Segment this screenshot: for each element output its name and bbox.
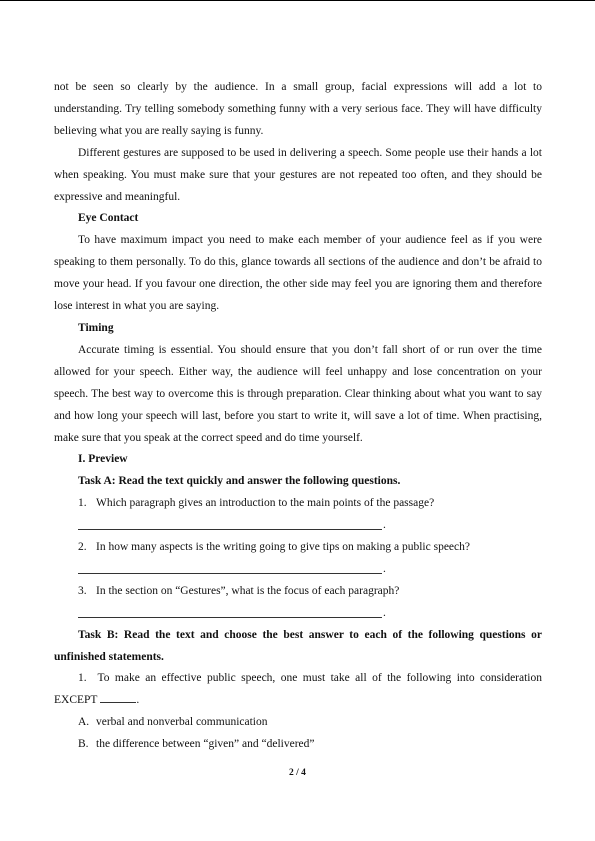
question-number: 2. (78, 541, 87, 554)
answer-line-3[interactable] (54, 603, 542, 625)
mc-question-text: To make an effective public speech, one must take all of the following into consideration EXCEPT (54, 672, 542, 707)
option-text: the difference between “given” and “delivered” (96, 738, 315, 751)
top-border (0, 0, 595, 1)
heading-task-a: Task A: Read the text quickly and answer the following questions. (78, 475, 401, 488)
mc-answer-blank[interactable] (100, 690, 136, 703)
question-2 (54, 537, 542, 559)
question-number: 3. (78, 584, 87, 597)
answer-line-1[interactable] (54, 515, 542, 537)
mc-question-number: 1. (78, 672, 87, 685)
question-text: In the section on “Gestures”, what is the focus of each paragraph? (96, 584, 400, 597)
page-content (54, 77, 542, 756)
heading-preview: I. Preview (78, 453, 128, 466)
option-b[interactable] (54, 734, 542, 756)
option-text: verbal and nonverbal communication (96, 716, 268, 729)
question-text: In how many aspects is the writing going to give tips on making a public speech? (96, 541, 470, 554)
paragraph-facial-expressions: not be seen so clearly by the audience. In a small group, facial expressions will add a lot to understanding. Try telling somebody something funny with a very serious face. They will have difficulty believing what you are really saying is funny. (54, 81, 542, 137)
heading-timing: Timing (78, 321, 114, 334)
answer-line-2[interactable] (54, 559, 542, 581)
heading-task-b: Task B: Read the text and choose the best answer to each of the following questions or unfinished statements. (54, 628, 542, 663)
option-letter: B. (78, 738, 89, 751)
question-3 (54, 581, 542, 603)
option-letter: A. (78, 716, 90, 729)
paragraph-eye-contact: To have maximum impact you need to make each member of your audience feel as if you were speaking to them personally. To do this, glance towards all sections of the audience and don’t be afraid to move your head. If you favour one direction, the other side may feel you are ignoring them and therefore lose interest in what you are saying. (54, 234, 542, 313)
mc-question-1 (54, 668, 542, 712)
answer-underline (78, 573, 382, 574)
answer-underline (78, 617, 382, 618)
question-1 (54, 493, 542, 515)
mc-question-period: . (136, 694, 140, 707)
question-text: Which paragraph gives an introduction to the main points of the passage? (96, 497, 435, 510)
answer-period: . (383, 606, 386, 619)
paragraph-timing: Accurate timing is essential. You should ensure that you don’t fall short of or run over the time allowed for your speech. Either way, the audience will feel unhappy and lose concentration on your speech. The best way to overcome this is through preparation. Clear thinking about what you want to say and how long your speech will last, before you start to write it, will save a lot of time. When practising, make sure that you speak at the correct speed and do time yourself. (54, 343, 542, 444)
answer-period: . (383, 519, 386, 532)
answer-underline (78, 529, 382, 530)
paragraph-gestures: Different gestures are supposed to be used in delivering a speech. Some people use their hands a lot when speaking. You must make sure that your gestures are not repeated too often, and they should be expressive and meaningful. (54, 146, 542, 203)
page-number: 2 / 4 (289, 768, 306, 778)
option-a[interactable] (54, 712, 542, 734)
question-number: 1. (78, 497, 87, 510)
answer-period: . (383, 562, 386, 575)
heading-eye-contact: Eye Contact (78, 212, 139, 225)
